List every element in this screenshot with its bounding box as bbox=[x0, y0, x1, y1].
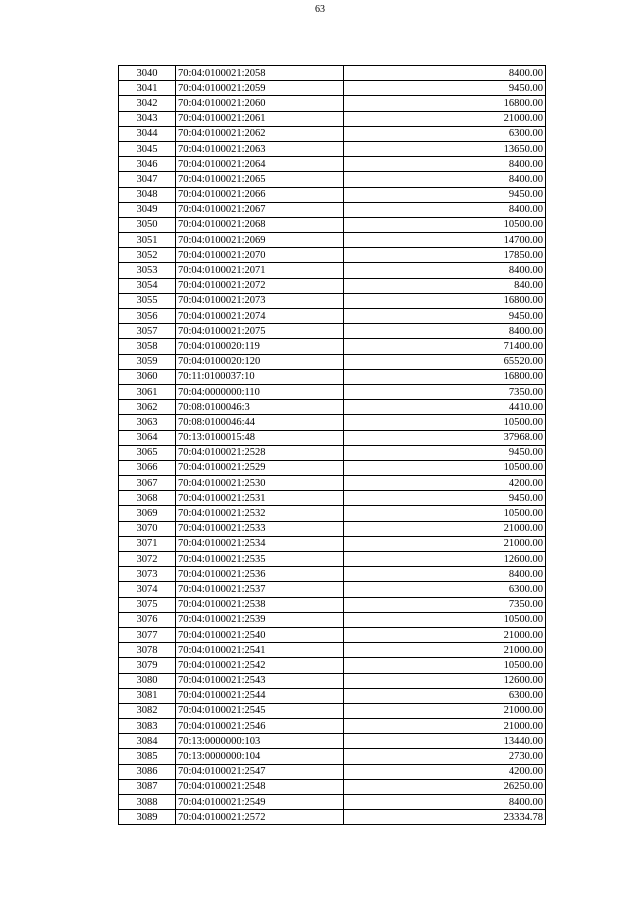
cadastral-number-cell: 70:04:0100021:2545 bbox=[176, 703, 344, 718]
cadastral-number-cell: 70:04:0100021:2058 bbox=[176, 66, 344, 81]
value-cell: 8400.00 bbox=[344, 263, 546, 278]
table-row bbox=[119, 111, 546, 126]
row-number-cell: 3084 bbox=[119, 734, 176, 749]
table-row bbox=[119, 460, 546, 475]
table-row bbox=[119, 430, 546, 445]
cadastral-number-cell: 70:04:0100021:2074 bbox=[176, 309, 344, 324]
cadastral-number-cell: 70:04:0100021:2072 bbox=[176, 278, 344, 293]
row-number-cell: 3072 bbox=[119, 552, 176, 567]
cadastral-number-cell: 70:04:0100021:2073 bbox=[176, 293, 344, 308]
value-cell: 21000.00 bbox=[344, 536, 546, 551]
cadastral-number-cell: 70:11:0100037:10 bbox=[176, 369, 344, 384]
row-number-cell: 3082 bbox=[119, 703, 176, 718]
table-row bbox=[119, 552, 546, 567]
value-cell: 10500.00 bbox=[344, 612, 546, 627]
value-cell: 26250.00 bbox=[344, 779, 546, 794]
table-row bbox=[119, 673, 546, 688]
table-row bbox=[119, 779, 546, 794]
value-cell: 8400.00 bbox=[344, 202, 546, 217]
table-row bbox=[119, 643, 546, 658]
row-number-cell: 3080 bbox=[119, 673, 176, 688]
table-row bbox=[119, 141, 546, 156]
cadastral-number-cell: 70:04:0100021:2529 bbox=[176, 460, 344, 475]
row-number-cell: 3071 bbox=[119, 536, 176, 551]
value-cell: 21000.00 bbox=[344, 643, 546, 658]
row-number-cell: 3089 bbox=[119, 810, 176, 825]
table-row bbox=[119, 597, 546, 612]
row-number-cell: 3070 bbox=[119, 521, 176, 536]
value-cell: 8400.00 bbox=[344, 567, 546, 582]
table-row bbox=[119, 415, 546, 430]
value-cell: 21000.00 bbox=[344, 719, 546, 734]
cadastral-number-cell: 70:04:0100021:2068 bbox=[176, 217, 344, 232]
row-number-cell: 3074 bbox=[119, 582, 176, 597]
row-number-cell: 3059 bbox=[119, 354, 176, 369]
row-number-cell: 3050 bbox=[119, 217, 176, 232]
value-cell: 10500.00 bbox=[344, 506, 546, 521]
value-cell: 840.00 bbox=[344, 278, 546, 293]
table-row bbox=[119, 233, 546, 248]
row-number-cell: 3053 bbox=[119, 263, 176, 278]
table-row bbox=[119, 521, 546, 536]
row-number-cell: 3051 bbox=[119, 233, 176, 248]
row-number-cell: 3056 bbox=[119, 309, 176, 324]
table-row bbox=[119, 536, 546, 551]
cadastral-number-cell: 70:04:0100021:2530 bbox=[176, 476, 344, 491]
table-row bbox=[119, 293, 546, 308]
table-row bbox=[119, 248, 546, 263]
row-number-cell: 3087 bbox=[119, 779, 176, 794]
value-cell: 21000.00 bbox=[344, 703, 546, 718]
value-cell: 4200.00 bbox=[344, 476, 546, 491]
table-row bbox=[119, 810, 546, 825]
row-number-cell: 3088 bbox=[119, 795, 176, 810]
value-cell: 16800.00 bbox=[344, 96, 546, 111]
value-cell: 12600.00 bbox=[344, 552, 546, 567]
table-row bbox=[119, 567, 546, 582]
value-cell: 10500.00 bbox=[344, 217, 546, 232]
value-cell: 21000.00 bbox=[344, 627, 546, 642]
cadastral-number-cell: 70:04:0100021:2062 bbox=[176, 126, 344, 141]
cadastral-number-cell: 70:04:0100020:119 bbox=[176, 339, 344, 354]
row-number-cell: 3065 bbox=[119, 445, 176, 460]
value-cell: 8400.00 bbox=[344, 324, 546, 339]
value-cell: 23334.78 bbox=[344, 810, 546, 825]
table-row bbox=[119, 96, 546, 111]
value-cell: 71400.00 bbox=[344, 339, 546, 354]
row-number-cell: 3042 bbox=[119, 96, 176, 111]
row-number-cell: 3047 bbox=[119, 172, 176, 187]
table-row bbox=[119, 217, 546, 232]
cadastral-number-cell: 70:04:0100021:2067 bbox=[176, 202, 344, 217]
table-row bbox=[119, 400, 546, 415]
table-row bbox=[119, 202, 546, 217]
row-number-cell: 3083 bbox=[119, 719, 176, 734]
cadastral-number-cell: 70:04:0100021:2532 bbox=[176, 506, 344, 521]
cadastral-number-cell: 70:04:0100021:2543 bbox=[176, 673, 344, 688]
value-cell: 16800.00 bbox=[344, 369, 546, 384]
table-row bbox=[119, 187, 546, 202]
row-number-cell: 3061 bbox=[119, 384, 176, 399]
row-number-cell: 3048 bbox=[119, 187, 176, 202]
row-number-cell: 3060 bbox=[119, 369, 176, 384]
cadastral-number-cell: 70:04:0100021:2548 bbox=[176, 779, 344, 794]
value-cell: 10500.00 bbox=[344, 415, 546, 430]
row-number-cell: 3075 bbox=[119, 597, 176, 612]
cadastral-number-cell: 70:04:0100021:2065 bbox=[176, 172, 344, 187]
row-number-cell: 3076 bbox=[119, 612, 176, 627]
cadastral-number-cell: 70:04:0100021:2535 bbox=[176, 552, 344, 567]
value-cell: 7350.00 bbox=[344, 597, 546, 612]
table-row bbox=[119, 445, 546, 460]
row-number-cell: 3043 bbox=[119, 111, 176, 126]
cadastral-number-cell: 70:04:0100021:2546 bbox=[176, 719, 344, 734]
cadastral-number-cell: 70:04:0100021:2059 bbox=[176, 81, 344, 96]
table-row bbox=[119, 263, 546, 278]
cadastral-number-cell: 70:08:0100046:3 bbox=[176, 400, 344, 415]
table-row bbox=[119, 795, 546, 810]
value-cell: 12600.00 bbox=[344, 673, 546, 688]
cadastral-number-cell: 70:04:0100021:2070 bbox=[176, 248, 344, 263]
table-row bbox=[119, 658, 546, 673]
table-row bbox=[119, 66, 546, 81]
cadastral-number-cell: 70:04:0100021:2075 bbox=[176, 324, 344, 339]
cadastral-number-cell: 70:04:0100021:2544 bbox=[176, 688, 344, 703]
row-number-cell: 3057 bbox=[119, 324, 176, 339]
row-number-cell: 3041 bbox=[119, 81, 176, 96]
value-cell: 17850.00 bbox=[344, 248, 546, 263]
table-row bbox=[119, 476, 546, 491]
table-row bbox=[119, 354, 546, 369]
cadastral-number-cell: 70:13:0100015:48 bbox=[176, 430, 344, 445]
cadastral-number-cell: 70:04:0100021:2542 bbox=[176, 658, 344, 673]
value-cell: 13650.00 bbox=[344, 141, 546, 156]
row-number-cell: 3077 bbox=[119, 627, 176, 642]
row-number-cell: 3068 bbox=[119, 491, 176, 506]
cadastral-number-cell: 70:04:0100021:2538 bbox=[176, 597, 344, 612]
value-cell: 21000.00 bbox=[344, 521, 546, 536]
table-row bbox=[119, 278, 546, 293]
row-number-cell: 3069 bbox=[119, 506, 176, 521]
row-number-cell: 3073 bbox=[119, 567, 176, 582]
cadastral-number-cell: 70:04:0100021:2537 bbox=[176, 582, 344, 597]
row-number-cell: 3055 bbox=[119, 293, 176, 308]
cadastral-number-cell: 70:04:0100021:2540 bbox=[176, 627, 344, 642]
table-row bbox=[119, 688, 546, 703]
value-cell: 4200.00 bbox=[344, 764, 546, 779]
value-cell: 65520.00 bbox=[344, 354, 546, 369]
table-row bbox=[119, 324, 546, 339]
row-number-cell: 3052 bbox=[119, 248, 176, 263]
cadastral-number-cell: 70:04:0100021:2539 bbox=[176, 612, 344, 627]
row-number-cell: 3040 bbox=[119, 66, 176, 81]
value-cell: 16800.00 bbox=[344, 293, 546, 308]
cadastral-number-cell: 70:04:0000000:110 bbox=[176, 384, 344, 399]
cadastral-number-cell: 70:13:0000000:103 bbox=[176, 734, 344, 749]
cadastral-number-cell: 70:13:0000000:104 bbox=[176, 749, 344, 764]
row-number-cell: 3078 bbox=[119, 643, 176, 658]
row-number-cell: 3045 bbox=[119, 141, 176, 156]
table-row bbox=[119, 157, 546, 172]
table-row bbox=[119, 81, 546, 96]
row-number-cell: 3086 bbox=[119, 764, 176, 779]
table-row bbox=[119, 582, 546, 597]
value-cell: 8400.00 bbox=[344, 66, 546, 81]
cadastral-number-cell: 70:04:0100021:2528 bbox=[176, 445, 344, 460]
table-row bbox=[119, 339, 546, 354]
cadastral-number-cell: 70:04:0100021:2549 bbox=[176, 795, 344, 810]
table-row bbox=[119, 506, 546, 521]
row-number-cell: 3062 bbox=[119, 400, 176, 415]
table-row bbox=[119, 612, 546, 627]
row-number-cell: 3054 bbox=[119, 278, 176, 293]
row-number-cell: 3079 bbox=[119, 658, 176, 673]
row-number-cell: 3063 bbox=[119, 415, 176, 430]
value-cell: 9450.00 bbox=[344, 491, 546, 506]
cadastral-number-cell: 70:04:0100021:2533 bbox=[176, 521, 344, 536]
value-cell: 2730.00 bbox=[344, 749, 546, 764]
table-row bbox=[119, 627, 546, 642]
value-cell: 9450.00 bbox=[344, 81, 546, 96]
value-cell: 6300.00 bbox=[344, 688, 546, 703]
value-cell: 9450.00 bbox=[344, 309, 546, 324]
row-number-cell: 3044 bbox=[119, 126, 176, 141]
cadastral-number-cell: 70:04:0100021:2534 bbox=[176, 536, 344, 551]
page-number: 63 bbox=[315, 4, 325, 15]
value-cell: 14700.00 bbox=[344, 233, 546, 248]
value-cell: 8400.00 bbox=[344, 172, 546, 187]
table-row bbox=[119, 749, 546, 764]
value-cell: 8400.00 bbox=[344, 795, 546, 810]
row-number-cell: 3085 bbox=[119, 749, 176, 764]
row-number-cell: 3064 bbox=[119, 430, 176, 445]
table-row bbox=[119, 734, 546, 749]
cadastral-value-table bbox=[118, 65, 546, 825]
table-row bbox=[119, 491, 546, 506]
table-row bbox=[119, 172, 546, 187]
value-cell: 7350.00 bbox=[344, 384, 546, 399]
table-row bbox=[119, 309, 546, 324]
cadastral-number-cell: 70:04:0100021:2541 bbox=[176, 643, 344, 658]
value-cell: 6300.00 bbox=[344, 582, 546, 597]
cadastral-number-cell: 70:08:0100046:44 bbox=[176, 415, 344, 430]
value-cell: 10500.00 bbox=[344, 658, 546, 673]
table-body bbox=[119, 66, 546, 825]
value-cell: 4410.00 bbox=[344, 400, 546, 415]
table-row bbox=[119, 719, 546, 734]
table-row bbox=[119, 126, 546, 141]
cadastral-number-cell: 70:04:0100021:2572 bbox=[176, 810, 344, 825]
value-cell: 21000.00 bbox=[344, 111, 546, 126]
row-number-cell: 3058 bbox=[119, 339, 176, 354]
row-number-cell: 3081 bbox=[119, 688, 176, 703]
value-cell: 8400.00 bbox=[344, 157, 546, 172]
cadastral-number-cell: 70:04:0100021:2531 bbox=[176, 491, 344, 506]
value-cell: 10500.00 bbox=[344, 460, 546, 475]
row-number-cell: 3067 bbox=[119, 476, 176, 491]
cadastral-number-cell: 70:04:0100021:2536 bbox=[176, 567, 344, 582]
table-row bbox=[119, 703, 546, 718]
value-cell: 13440.00 bbox=[344, 734, 546, 749]
cadastral-number-cell: 70:04:0100021:2066 bbox=[176, 187, 344, 202]
row-number-cell: 3046 bbox=[119, 157, 176, 172]
cadastral-number-cell: 70:04:0100021:2071 bbox=[176, 263, 344, 278]
cadastral-number-cell: 70:04:0100021:2060 bbox=[176, 96, 344, 111]
cadastral-number-cell: 70:04:0100021:2069 bbox=[176, 233, 344, 248]
cadastral-number-cell: 70:04:0100021:2061 bbox=[176, 111, 344, 126]
row-number-cell: 3049 bbox=[119, 202, 176, 217]
table-row bbox=[119, 369, 546, 384]
table-row bbox=[119, 384, 546, 399]
cadastral-number-cell: 70:04:0100021:2547 bbox=[176, 764, 344, 779]
cadastral-number-cell: 70:04:0100020:120 bbox=[176, 354, 344, 369]
row-number-cell: 3066 bbox=[119, 460, 176, 475]
cadastral-number-cell: 70:04:0100021:2064 bbox=[176, 157, 344, 172]
value-cell: 9450.00 bbox=[344, 187, 546, 202]
value-cell: 37968.00 bbox=[344, 430, 546, 445]
value-cell: 6300.00 bbox=[344, 126, 546, 141]
value-cell: 9450.00 bbox=[344, 445, 546, 460]
table-row bbox=[119, 764, 546, 779]
cadastral-number-cell: 70:04:0100021:2063 bbox=[176, 141, 344, 156]
